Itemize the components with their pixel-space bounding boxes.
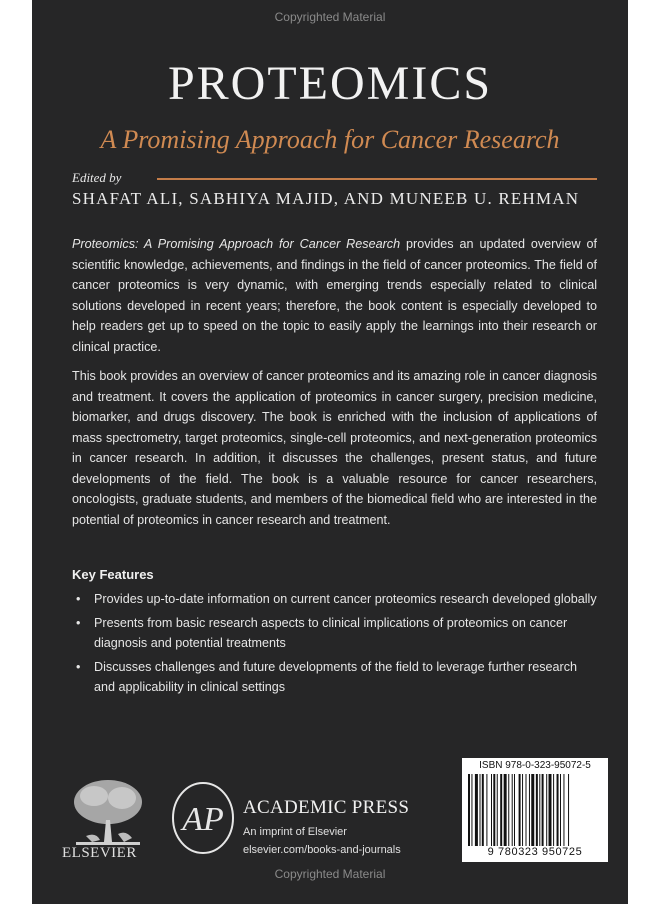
barcode-bar xyxy=(514,774,515,846)
barcode-bar xyxy=(512,774,513,846)
key-feature-item: • Provides up-to-date information on current cancer proteomics research developed globally xyxy=(72,589,597,609)
barcode-bar xyxy=(497,774,498,846)
barcode-bar xyxy=(529,774,530,846)
isbn-barcode xyxy=(462,758,608,862)
barcode-bar xyxy=(468,774,470,846)
academic-press-logo-icon xyxy=(170,780,236,856)
elsevier-wordmark: ELSEVIER xyxy=(62,845,137,861)
publisher-name: ACADEMIC PRESS xyxy=(243,797,410,818)
publisher-website: elsevier.com/books-and-journals xyxy=(243,844,401,856)
barcode-bar xyxy=(471,774,472,846)
barcode-bar xyxy=(475,774,478,846)
ap-logo-letters: AP xyxy=(182,801,224,838)
book-subtitle: A Promising Approach for Cancer Research xyxy=(100,125,560,154)
barcode-bar xyxy=(480,774,481,846)
elsevier-tree-logo-icon xyxy=(66,776,150,850)
barcode-bar xyxy=(536,774,538,846)
key-feature-item: • Presents from basic research aspects to clinical implications of proteomics on cancer diagnosis and potential treatments xyxy=(72,613,597,653)
barcode-bar xyxy=(539,774,540,846)
barcode-bar xyxy=(482,774,484,846)
barcode-bar xyxy=(493,774,495,846)
barcode-digits: 9 780323 950725 xyxy=(487,846,583,858)
barcode-bar xyxy=(568,774,569,846)
barcode-bar xyxy=(486,774,487,846)
barcode-bar xyxy=(504,774,507,846)
barcode-bar xyxy=(508,774,509,846)
barcode-bar xyxy=(557,774,559,846)
divider-line xyxy=(157,178,597,180)
description-paragraph-2: This book provides an overview of cancer proteomics and its amazing role in cancer diagnosis and treatment. It covers the application of proteomics in cancer surgery, precision medicine, biomarker, and drugs discovery. The book is enriched with the inclusion of applications of mass spectrometry, target proteomics, single-cell proteomics, and next-generation proteomics in cancer research. In addition, it discusses the challenges, present status, and future developments of the field. The book is a valuable resource for cancer researchers, oncologists, graduate students, and members of the biomedical field who are interested in the potential of proteomics in cancer research and treatment. xyxy=(72,369,597,527)
description-book-title: Proteomics: A Promising Approach for Cancer Research xyxy=(72,237,401,251)
bullet-icon: • xyxy=(76,660,81,674)
description-paragraph-1 xyxy=(72,234,597,357)
watermark-top: Copyrighted Material xyxy=(274,10,386,24)
barcode-bar xyxy=(542,774,544,846)
barcode-bar xyxy=(553,774,554,846)
bullet-icon: • xyxy=(76,592,81,606)
key-features-list xyxy=(72,589,597,701)
barcode-bar xyxy=(560,774,561,846)
watermark-bottom: Copyrighted Material xyxy=(274,867,386,881)
imprint-text: An imprint of Elsevier xyxy=(243,826,347,838)
editors-list: SHAFAT ALI, SABHIYA MAJID, AND MUNEEB U. REHMAN xyxy=(72,189,580,208)
barcode-bar xyxy=(563,774,564,846)
barcode-bar xyxy=(526,774,527,846)
barcode-bar xyxy=(531,774,534,846)
book-back-cover xyxy=(32,0,628,904)
barcode-bar xyxy=(549,774,552,846)
barcode-bar xyxy=(519,774,521,846)
isbn-label: ISBN 978-0-323-95072-5 xyxy=(479,760,591,771)
edited-by-label: Edited by xyxy=(72,170,122,185)
key-feature-item: • Discusses challenges and future developments of the field to leverage further research and applicability in clinical settings xyxy=(72,657,597,697)
bullet-icon: • xyxy=(76,616,81,630)
barcode-bars-icon xyxy=(466,774,604,846)
description-text: provides an updated overview of scientific knowledge, achievements, and findings in the field of cancer proteomics. The field of cancer proteomics is very dynamic, with emerging trends especially related to clinical solutions developed in recent years; therefore, the book content is especially developed to help readers get up to speed on the topic to easily apply the learnings into their research or clinical practice. xyxy=(72,237,597,354)
book-title: PROTEOMICS xyxy=(167,57,493,110)
barcode-bar xyxy=(491,774,492,846)
barcode-bar xyxy=(546,774,547,846)
barcode-bar xyxy=(522,774,523,846)
key-features-heading: Key Features xyxy=(72,567,154,582)
barcode-bar xyxy=(500,774,502,846)
